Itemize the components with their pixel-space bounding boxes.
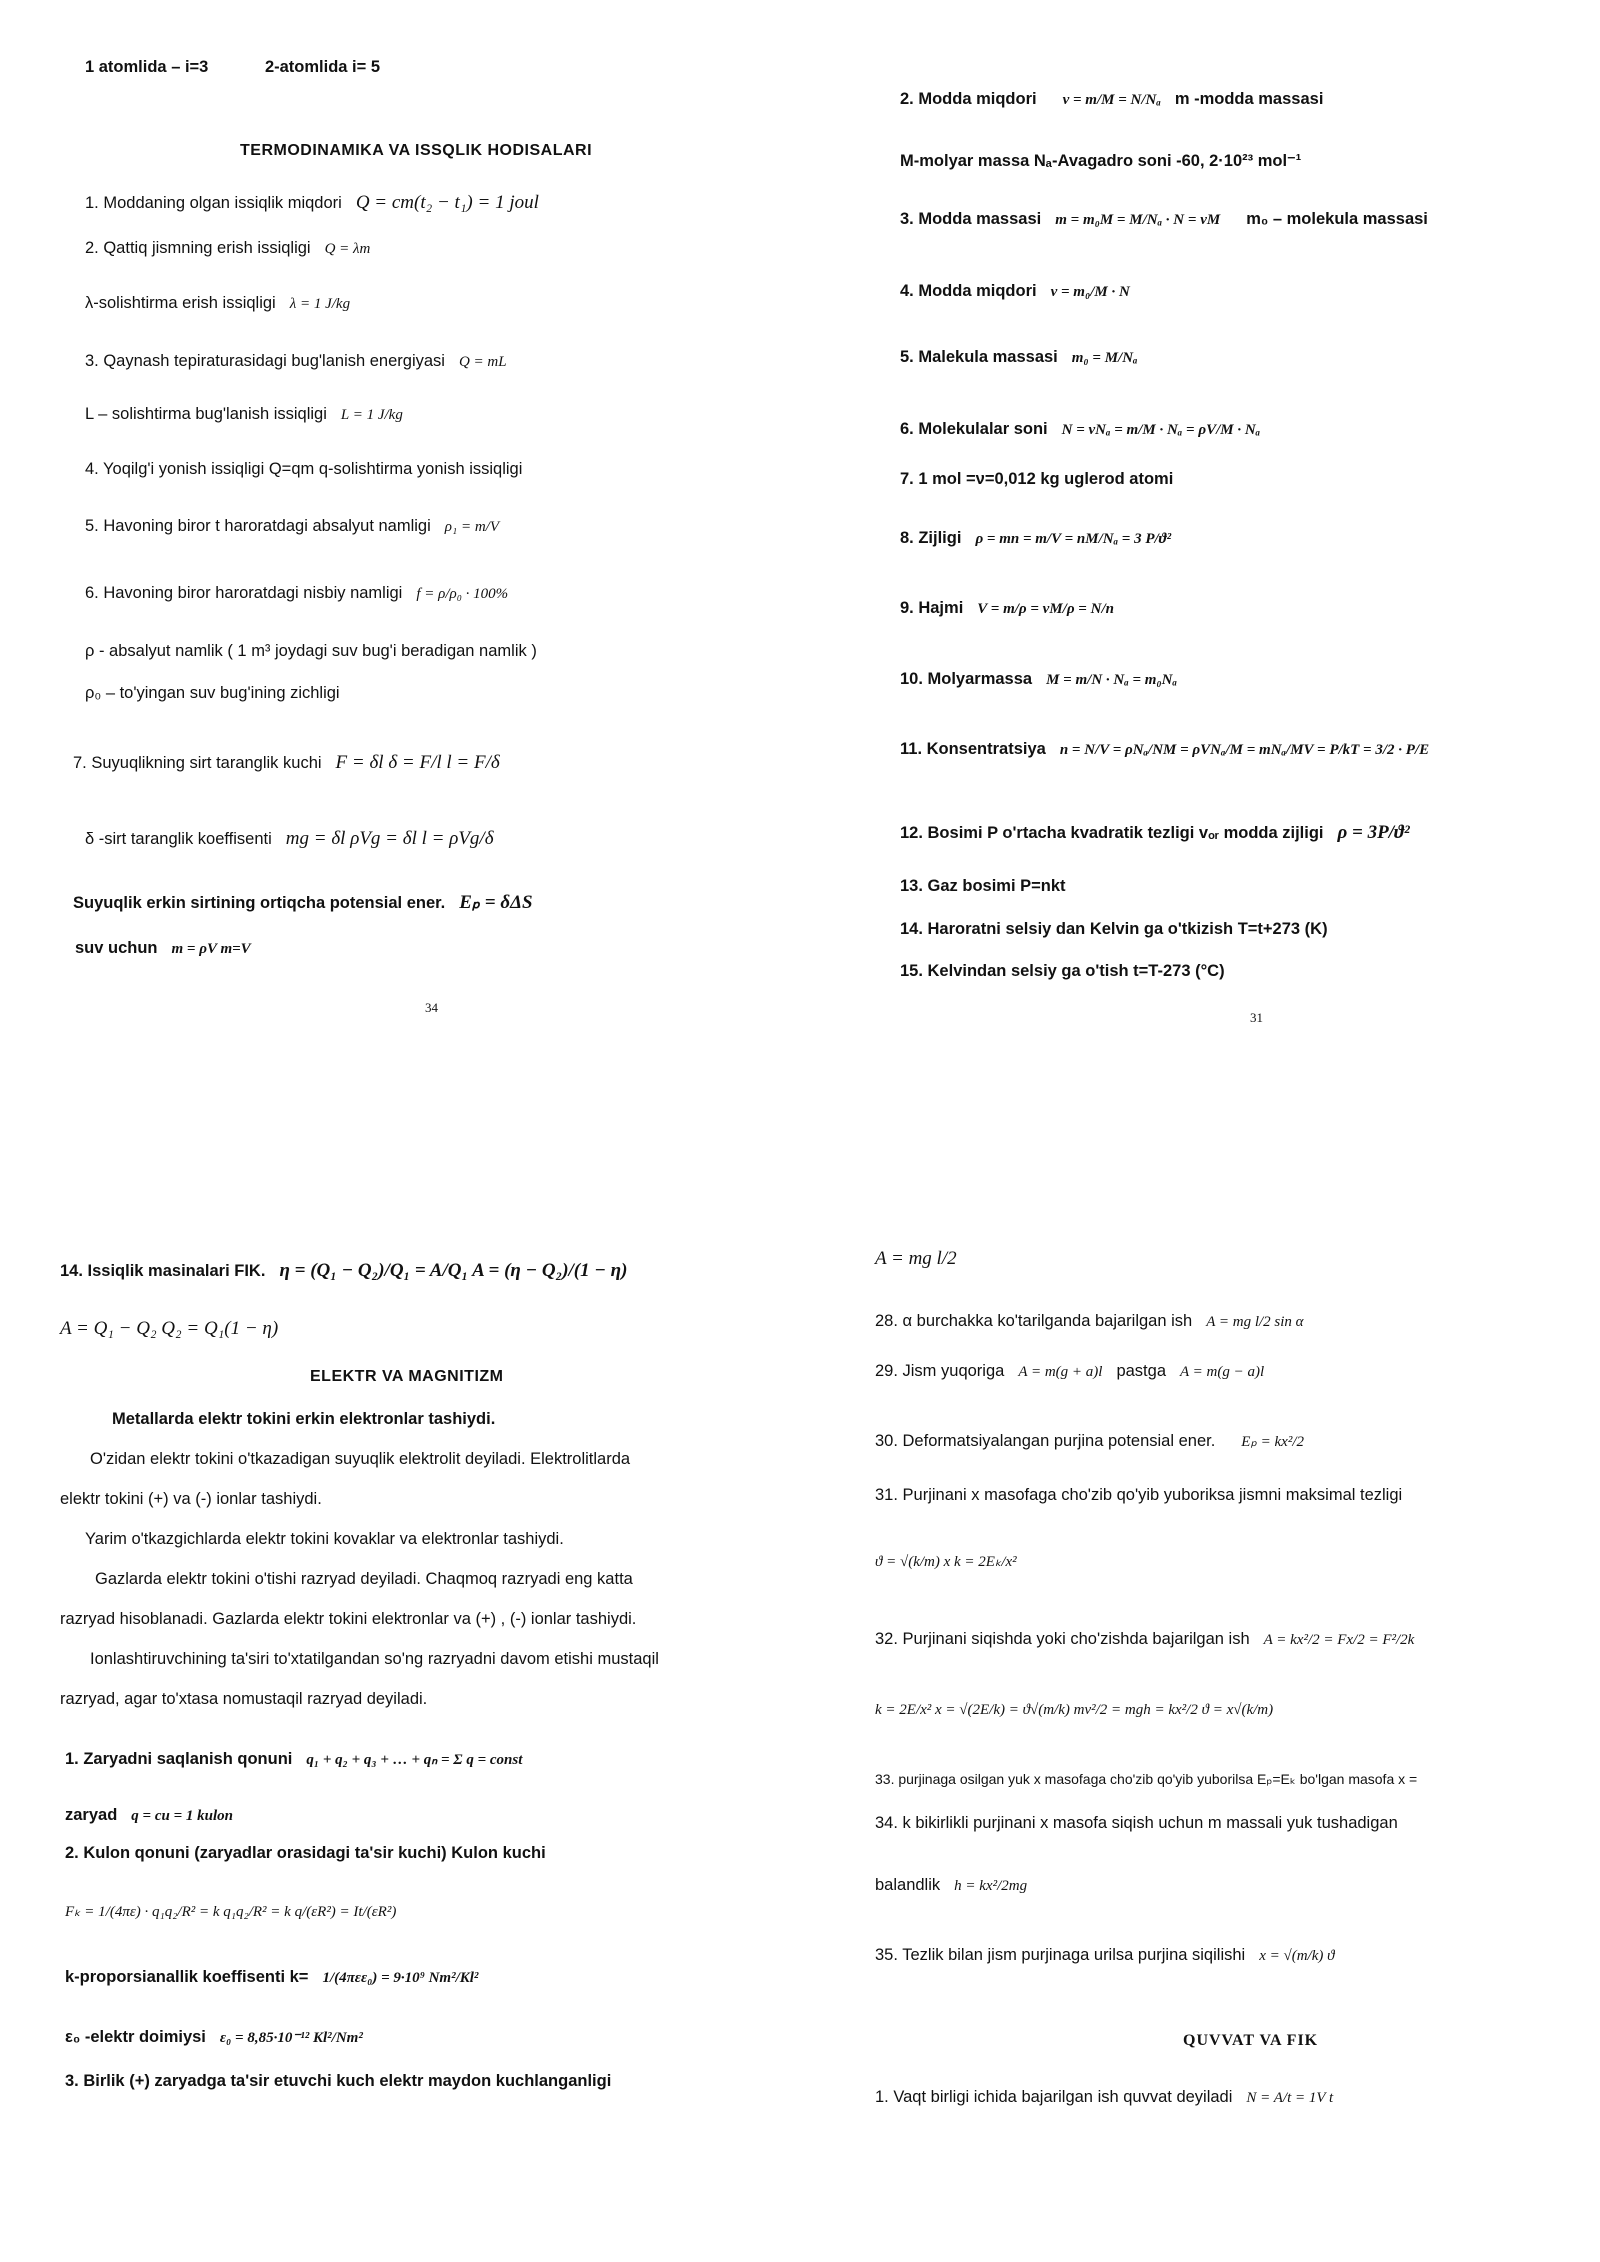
section-title-power: QUVVAT VA FIK [1183, 2032, 1319, 2049]
tr-item-5: 5. Malekula massasi m₀ = M/Nₐ [900, 348, 1138, 366]
br-item-34: 34. k bikirlikli purjinani x masofa siqish uchun m massali yuk tushadigan [875, 1814, 1398, 1832]
tr-item-15: 15. Kelvindan selsiy ga o'tish t=T-273 (°C) [900, 962, 1225, 980]
bl-item-k: k-proporsianallik koeffisenti k= 1/(4πεε₀) = 9·10⁹ Nm²/Kl² [65, 1968, 479, 1986]
bl-item-3: 3. Birlik (+) zaryadga ta'sir etuvchi kuch elektr maydon kuchlanganligi [65, 2072, 612, 2090]
tr-item-molar: M-molyar massa Nₐ-Avagadro soni -60, 2·10²³ mol⁻¹ [900, 152, 1302, 170]
tl-item-8: 6. Havoning biror haroratdagi nisbiy namligi f = ρ/ρ₀ · 100% [85, 584, 509, 602]
page-number: 34 [425, 1000, 438, 1015]
tl-item-1: 1. Moddaning olgan issiqlik miqdori Q = cm(t₂ − t₁) = 1 joul [85, 192, 539, 213]
tr-item-9: 9. Hajmi V = m/ρ = νM/ρ = N/n [900, 599, 1114, 617]
tl-item-5: L – solishtirma bug'lanish issiqligi L = 1 J/kg [85, 405, 403, 423]
tl-item-2: 2. Qattiq jismning erish issiqligi Q = λm [85, 239, 371, 257]
tl-item-14: suv uchun m = ρV m=V [75, 939, 251, 957]
section-title-electro: ELEKTR VA MAGNITIZM [310, 1368, 504, 1385]
page-bottom-left [60, 1200, 770, 2260]
br-item-28: 28. α burchakka ko'tarilganda bajarilgan ish A = mg l/2 sin α [875, 1312, 1304, 1330]
br-item-work: A = mg l/2 [875, 1248, 957, 1269]
br-item-32-formula: k = 2E/x² x = √(2E/k) = ϑ√(m/k) mv²/2 = mgh = kx²/2 ϑ = x√(k/m) [875, 1702, 1274, 1718]
br-item-30: 30. Deformatsiyalangan purjina potensial ener. Eₚ = kx²/2 [875, 1432, 1304, 1450]
tl-item-7: 5. Havoning biror t haroratdagi absalyut namligi ρ₁ = m/V [85, 517, 499, 535]
page-number: 31 [1250, 1010, 1263, 1025]
page-top-right [900, 0, 1600, 1030]
page-top-left [73, 0, 795, 1030]
bl-para-7: Ionlashtiruvchining ta'siri to'xtatilgandan so'ng razryadni davom etishi mustaqil [90, 1650, 659, 1668]
bl-para-3: elektr tokini (+) va (-) ionlar tashiydi. [60, 1490, 322, 1508]
bl-para-4: Yarim o'tkazgichlarda elektr tokini kovaklar va elektronlar tashiydi. [85, 1530, 564, 1548]
tl-item-6: 4. Yoqilg'i yonish issiqligi Q=qm q-solishtirma yonish issiqligi [85, 460, 523, 478]
bl-para-2: O'zidan elektr tokini o'tkazadigan suyuqlik elektrolit deyiladi. Elektrolitlarda [90, 1450, 631, 1468]
bl-item-work: A = Q₁ − Q₂ Q₂ = Q₁(1 − η) [60, 1318, 279, 1339]
tl-item-13: Suyuqlik erkin sirtining ortiqcha potensial ener. Eₚ = δΔS [73, 892, 533, 913]
bl-para-1: Metallarda elektr tokini erkin elektronlar tashiydi. [112, 1410, 496, 1428]
br-item-32: 32. Purjinani siqishda yoki cho'zishda bajarilgan ish A = kx²/2 = Fx/2 = F²/2k [875, 1630, 1415, 1648]
br-item-33: 33. purjinaga osilgan yuk x masofaga cho'zib qo'yib yuborilsa Eₚ=Eₖ bo'lgan masofa x = [875, 1771, 1418, 1787]
page-bottom-right [875, 1200, 1585, 2260]
tr-item-7: 7. 1 mol =ν=0,012 kg uglerod atomi [900, 470, 1174, 488]
tl-item-12: δ -sirt taranglik koeffisenti mg = δl ρVg = δl l = ρVg/δ [85, 828, 494, 849]
bl-item-14: 14. Issiqlik masinalari FIK. η = (Q₁ − Q₂)/Q₁ = A/Q₁ A = (η − Q₂)/(1 − η) [60, 1260, 628, 1281]
tr-item-6: 6. Molekulalar soni N = νNₐ = m/M · Nₐ = ρV/M · Nₐ [900, 420, 1261, 438]
tr-item-3: 3. Modda massasi m = m₀M = M/Nₐ · N = νM m₀ – molekula massasi [900, 210, 1428, 228]
bl-item-1: 1. Zaryadni saqlanish qonuni q₁ + q₂ + q₃ + … + qₙ = Σ q = const [65, 1750, 523, 1768]
section-title-thermo: TERMODINAMIKA VA ISSQLIK HODISALARI [240, 142, 593, 159]
bl-item-coulomb: Fₖ = 1/(4πε) · q₁q₂/R² = k q₁q₂/R² = k q/(εR²) = It/(εR²) [65, 1904, 397, 1920]
br-item-power-1: 1. Vaqt birligi ichida bajarilgan ish quvvat deyiladi N = A/t = 1V t [875, 2088, 1334, 2106]
br-item-35: 35. Tezlik bilan jism purjinaga urilsa purjina siqilishi x = √(m/k) ϑ [875, 1946, 1335, 1964]
bl-para-5: Gazlarda elektr tokini o'tishi razryad deyiladi. Chaqmoq razryadi eng katta [95, 1570, 633, 1588]
tl-item-10: ρ₀ – to'yingan suv bug'ining zichligi [85, 684, 340, 702]
tr-item-10: 10. Molyarmassa M = m/N · Nₐ = m₀Nₐ [900, 670, 1177, 688]
br-item-31: 31. Purjinani x masofaga cho'zib qo'yib yuboriksa jismni maksimal tezligi [875, 1486, 1403, 1504]
br-item-31-formula: ϑ = √(k/m) x k = 2Eₖ/x² [875, 1554, 1017, 1570]
tr-item-14: 14. Haroratni selsiy dan Kelvin ga o'tkizish T=t+273 (K) [900, 920, 1328, 938]
tr-item-13: 13. Gaz bosimi P=nkt [900, 877, 1066, 895]
tr-item-4: 4. Modda miqdori ν = m₀/M · N [900, 282, 1130, 300]
bl-item-2: 2. Kulon qonuni (zaryadlar orasidagi ta'sir kuchi) Kulon kuchi [65, 1844, 546, 1862]
tl-item-4: 3. Qaynash tepiraturasidagi bug'lanish energiyasi Q = mL [85, 352, 507, 370]
atoms-line: 1 atomlida – i=3 2-atomlida i= 5 [85, 58, 381, 76]
tr-item-8: 8. Zijligi ρ = mn = m/V = nM/Nₐ = 3 P/ϑ² [900, 529, 1172, 547]
tl-item-9: ρ - absalyut namlik ( 1 m³ joydagi suv bug'i beradigan namlik ) [85, 642, 537, 660]
tl-item-3: λ-solishtirma erish issiqligi λ = 1 J/kg [85, 294, 351, 312]
bl-item-eps: ε₀ -elektr doimiysi ε₀ = 8,85·10⁻¹² Kl²/Nm² [65, 2028, 363, 2046]
tr-item-11: 11. Konsentratsiya n = N/V = ρNₐ/NM = ρVNₐ/M = mNₐ/MV = P/kT = 3/2 · P/E [900, 740, 1430, 758]
bl-para-8: razryad, agar to'xtasa nomustaqil razryad deyiladi. [60, 1690, 428, 1708]
tl-item-11: 7. Suyuqlikning sirt taranglik kuchi F = δl δ = F/l l = F/δ [73, 752, 500, 773]
br-item-29: 29. Jism yuqoriga A = m(g + a)l pastga A = m(g − a)l [875, 1362, 1265, 1380]
tr-item-2: 2. Modda miqdori ν = m/M = N/Nₐ m -modda massasi [900, 90, 1324, 108]
br-item-34-height: balandlik h = kx²/2mg [875, 1876, 1028, 1894]
tr-item-12: 12. Bosimi P o'rtacha kvadratik tezligi vₒᵣ modda zijligi ρ = 3P/ϑ² [900, 822, 1410, 843]
bl-item-charge: zaryad q = cu = 1 kulon [65, 1806, 233, 1824]
bl-para-6: razryad hisoblanadi. Gazlarda elektr tokini elektronlar va (+) , (-) ionlar tashiydi. [60, 1610, 637, 1628]
